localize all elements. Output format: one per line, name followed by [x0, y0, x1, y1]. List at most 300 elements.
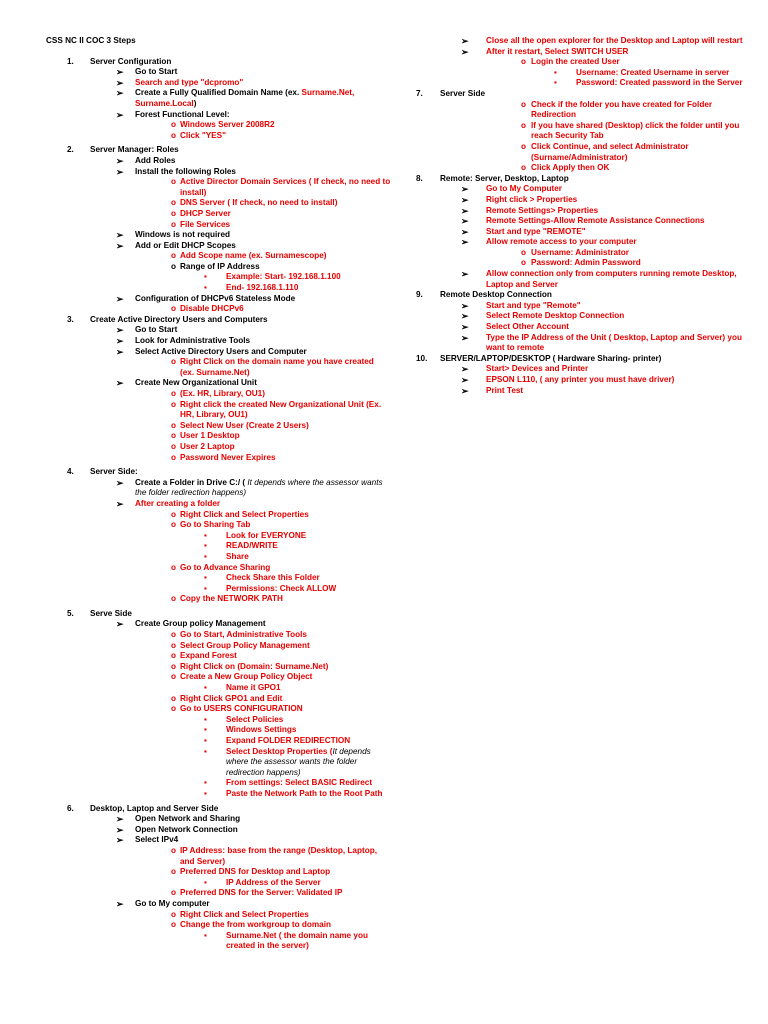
step-line — [46, 715, 391, 726]
step-text: Remote: Server, Desktop, Laptop — [440, 173, 569, 183]
step-number: 10. — [416, 353, 428, 363]
step-line — [416, 142, 756, 163]
step-line — [46, 651, 391, 662]
arrow-bullet-icon: ➢ — [461, 311, 469, 322]
circle-bullet-icon: o — [171, 509, 177, 519]
step-line — [416, 89, 756, 100]
step-text: Start and type "Remote" — [486, 300, 581, 310]
step-line — [46, 804, 391, 815]
arrow-bullet-icon: ➢ — [116, 230, 124, 241]
step-line — [46, 283, 391, 294]
step-text: Look for Administrative Tools — [135, 336, 251, 346]
step-text: Go to Advance Sharing — [180, 562, 271, 572]
circle-bullet-icon: o — [171, 867, 177, 877]
step-line — [46, 931, 391, 952]
step-text: Allow remote access to your computer — [486, 237, 637, 247]
step-line — [416, 248, 756, 259]
step-text: After it restart, Select SWITCH USER — [486, 46, 629, 56]
step-line — [46, 563, 391, 574]
circle-bullet-icon: o — [171, 452, 177, 462]
square-bullet-icon: ▪ — [204, 551, 207, 561]
square-bullet-icon: ▪ — [204, 583, 207, 593]
step-text: Remote Settings> Properties — [486, 205, 599, 215]
step-text: Open Network and Sharing — [135, 814, 241, 824]
step-text: Expand Forest — [180, 651, 237, 661]
square-bullet-icon: ▪ — [204, 283, 207, 293]
arrow-bullet-icon: ➢ — [116, 619, 124, 630]
step-line — [416, 375, 756, 386]
step-text: Expand FOLDER REDIRECTION — [226, 736, 351, 745]
step-text: User 1 Desktop — [180, 431, 240, 441]
step-text: Forest Functional Level: — [135, 109, 230, 119]
step-text: Preferred DNS for Desktop and Laptop — [180, 867, 331, 877]
step-line — [46, 442, 391, 453]
step-text: Look for EVERYONE — [226, 530, 307, 540]
step-text: Surname.Net ( the domain name you created in the server) — [226, 930, 368, 951]
step-text: IP Address: base from the range (Desktop, Laptop, and Server) — [180, 845, 377, 866]
circle-bullet-icon: o — [171, 389, 177, 398]
arrow-bullet-icon: ➢ — [461, 300, 469, 311]
step-text: Copy the NETWORK PATH — [180, 594, 283, 604]
step-line — [416, 100, 756, 121]
step-text: (ex. Surname.Net) — [180, 367, 250, 377]
step-line — [46, 499, 391, 510]
arrow-bullet-icon: ➢ — [461, 46, 469, 57]
step-number: 8. — [416, 173, 423, 183]
step-text: Close all the open explorer for the Desktop and Laptop will restart — [486, 36, 743, 45]
step-line — [46, 347, 391, 358]
circle-bullet-icon: o — [171, 909, 177, 919]
step-text: Select Desktop Properties (It depends where the assessor wants the folder redirection happens) — [226, 746, 371, 777]
step-text: Server Side — [440, 88, 486, 98]
step-text: Right Click on (Domain: Surname.Net) — [180, 661, 329, 671]
step-line — [416, 174, 756, 185]
step-line — [416, 68, 756, 79]
arrow-bullet-icon: ➢ — [116, 155, 124, 166]
step-line — [46, 421, 391, 432]
step-text: Select Other Account — [486, 322, 569, 332]
step-line — [46, 789, 391, 800]
step-text: Select Group Policy Management — [180, 640, 310, 650]
step-text: Server Side: — [90, 467, 138, 477]
arrow-bullet-icon: ➢ — [116, 325, 124, 336]
step-number: 6. — [67, 803, 74, 813]
arrow-bullet-icon: ➢ — [461, 194, 469, 205]
step-line — [46, 683, 391, 694]
circle-bullet-icon: o — [171, 693, 177, 703]
step-line — [46, 262, 391, 273]
step-line — [46, 747, 391, 779]
step-line — [46, 400, 391, 421]
square-bullet-icon: ▪ — [204, 788, 207, 798]
step-line — [46, 120, 391, 131]
circle-bullet-icon: o — [171, 304, 177, 314]
circle-bullet-icon: o — [171, 630, 177, 640]
circle-bullet-icon: o — [171, 920, 177, 930]
step-text: Go to My computer — [135, 898, 210, 908]
left-steps-list — [46, 57, 391, 952]
circle-bullet-icon: o — [171, 219, 177, 229]
arrow-bullet-icon: ➢ — [116, 898, 124, 909]
step-text: Go to Sharing Tab — [180, 520, 251, 530]
step-line — [46, 378, 391, 389]
circle-bullet-icon: o — [521, 99, 527, 109]
step-text: DNS Server ( If check, no need to install) — [180, 198, 338, 208]
step-text: Check if the folder you have created for Folder Redirection — [531, 99, 713, 120]
step-text: File Services — [180, 219, 231, 229]
square-bullet-icon: ▪ — [204, 530, 207, 540]
step-line — [46, 145, 391, 156]
step-number: 4. — [67, 467, 74, 477]
arrow-bullet-icon: ➢ — [116, 378, 124, 389]
step-line — [46, 198, 391, 209]
step-line — [416, 311, 756, 322]
circle-bullet-icon: o — [521, 57, 527, 67]
step-line — [416, 237, 756, 248]
step-text: Right Click and Select Properties — [180, 509, 309, 519]
step-line — [416, 163, 756, 174]
step-text: Server Configuration — [90, 56, 172, 66]
step-text: From settings: Select BASIC Redirect — [226, 778, 373, 788]
step-line — [46, 835, 391, 846]
circle-bullet-icon: o — [171, 651, 177, 661]
step-line — [416, 121, 756, 142]
step-text: (Ex. HR, Library, OU1) — [180, 389, 265, 398]
step-line — [46, 478, 391, 499]
circle-bullet-icon: o — [171, 208, 177, 218]
arrow-bullet-icon: ➢ — [461, 216, 469, 227]
step-text: Right Click and Select Properties — [180, 909, 309, 919]
step-text: Open Network Connection — [135, 824, 238, 834]
step-line — [416, 216, 756, 227]
arrow-bullet-icon: ➢ — [116, 109, 124, 120]
step-text: Create a New Group Policy Object — [180, 672, 313, 682]
step-text: Select Active Directory Users and Computer — [135, 346, 307, 356]
circle-bullet-icon: o — [171, 594, 177, 604]
step-text: Password: Created password in the Server — [576, 78, 743, 88]
step-text: Active Director Domain Services ( If check, no need to install) — [180, 177, 391, 197]
circle-bullet-icon: o — [171, 640, 177, 650]
step-text: Select Remote Desktop Connection — [486, 311, 625, 321]
circle-bullet-icon: o — [521, 141, 527, 151]
step-text: Add Roles — [135, 155, 176, 165]
arrow-bullet-icon: ➢ — [116, 67, 124, 78]
square-bullet-icon: ▪ — [204, 736, 207, 745]
circle-bullet-icon: o — [171, 845, 177, 855]
step-line — [416, 78, 756, 89]
step-text: Go to USERS CONFIGURATION — [180, 704, 303, 714]
step-text: Select New User (Create 2 Users) — [180, 420, 309, 430]
step-line — [46, 336, 391, 347]
circle-bullet-icon: o — [171, 661, 177, 671]
step-text: Start> Devices and Printer — [486, 364, 589, 374]
step-text: Click Apply then OK — [531, 163, 610, 173]
step-number: 1. — [67, 56, 74, 66]
step-line — [46, 510, 391, 521]
step-line — [46, 594, 391, 605]
step-line — [416, 227, 756, 238]
step-text: Password Never Expires — [180, 452, 276, 462]
arrow-bullet-icon: ➢ — [461, 385, 469, 396]
step-text: Create New Organizational Unit — [135, 378, 257, 388]
step-line — [416, 322, 756, 333]
step-line — [46, 825, 391, 836]
step-text: Password: Admin Password — [531, 258, 641, 268]
step-text: Create a Folder in Drive C:/ ( It depends where the assessor wants the folder redirection happens) — [135, 477, 383, 498]
arrow-bullet-icon: ➢ — [116, 346, 124, 357]
step-text: Share — [226, 551, 249, 561]
right-steps-list — [416, 36, 756, 396]
step-line — [46, 552, 391, 563]
step-text: Check Share this Folder — [226, 573, 320, 583]
step-text: Type the IP Address of the Unit ( Desktop, Laptop and Server) you want to remote — [486, 332, 742, 353]
step-text: Windows Server 2008R2 — [180, 120, 275, 130]
circle-bullet-icon: o — [171, 520, 177, 530]
step-text: Go to Start — [135, 67, 178, 77]
circle-bullet-icon: o — [521, 120, 527, 130]
step-number: 9. — [416, 290, 423, 300]
step-line — [416, 258, 756, 269]
step-line — [46, 251, 391, 262]
step-number: 3. — [67, 314, 74, 324]
step-text: Server Manager: Roles — [90, 145, 179, 155]
step-line — [416, 301, 756, 312]
step-line — [46, 878, 391, 889]
step-text: Right Click on the domain name you have created — [180, 357, 374, 367]
step-line — [46, 899, 391, 910]
circle-bullet-icon: o — [171, 420, 177, 430]
step-line — [416, 269, 756, 290]
step-text: Permissions: Check ALLOW — [226, 583, 337, 593]
step-text: Configuration of DHCPv6 Stateless Mode — [135, 293, 296, 303]
step-text: End- 192.168.1.110 — [226, 283, 299, 293]
step-line — [416, 364, 756, 375]
step-text: Username: Administrator — [531, 247, 629, 257]
step-text: Go to Start — [135, 325, 178, 335]
left-column — [46, 36, 391, 952]
step-text: Login the created User — [531, 57, 620, 67]
square-bullet-icon: ▪ — [204, 746, 207, 756]
step-line — [416, 195, 756, 206]
step-line — [46, 315, 391, 326]
step-line — [46, 131, 391, 142]
step-text: DHCP Server — [180, 208, 231, 218]
step-text: Right Click GPO1 and Edit — [180, 693, 283, 703]
step-line — [46, 704, 391, 715]
square-bullet-icon: ▪ — [204, 272, 207, 282]
step-line — [46, 357, 391, 368]
step-text: Click Continue, and select Administrator (Surname/Administrator) — [531, 141, 689, 162]
step-number: 2. — [67, 145, 74, 155]
circle-bullet-icon: o — [171, 177, 177, 187]
step-line — [46, 431, 391, 442]
step-line — [416, 386, 756, 397]
step-line — [46, 167, 391, 178]
arrow-bullet-icon: ➢ — [461, 364, 469, 375]
circle-bullet-icon: o — [521, 247, 527, 257]
step-line — [46, 241, 391, 252]
square-bullet-icon: ▪ — [554, 67, 557, 77]
square-bullet-icon: ▪ — [204, 725, 207, 735]
circle-bullet-icon: o — [171, 261, 177, 271]
step-line — [46, 920, 391, 931]
step-text: After creating a folder — [135, 498, 221, 508]
step-text: Select IPv4 — [135, 835, 179, 845]
step-text: Windows Settings — [226, 725, 297, 735]
step-line — [46, 110, 391, 121]
step-text: Serve Side — [90, 608, 132, 618]
circle-bullet-icon: o — [171, 441, 177, 451]
step-line — [46, 368, 391, 379]
step-text: Create Active Directory Users and Computers — [90, 314, 268, 324]
step-line — [46, 888, 391, 899]
step-line — [46, 736, 391, 747]
step-text: EPSON L110, ( any printer you must have driver) — [486, 375, 675, 384]
circle-bullet-icon: o — [171, 431, 177, 441]
circle-bullet-icon: o — [171, 888, 177, 898]
square-bullet-icon: ▪ — [204, 714, 207, 724]
step-line — [46, 520, 391, 531]
step-text: Example: Start- 192.168.1.100 — [226, 272, 341, 282]
arrow-bullet-icon: ➢ — [116, 814, 124, 825]
step-text: Create a Fully Qualified Domain Name (ex. Surname.Net, Surname.Local) — [135, 88, 355, 108]
step-text: Add or Edit DHCP Scopes — [135, 240, 236, 250]
step-line — [46, 573, 391, 584]
step-line — [46, 325, 391, 336]
step-line — [46, 467, 391, 478]
step-line — [46, 389, 391, 400]
arrow-bullet-icon: ➢ — [116, 293, 124, 304]
arrow-bullet-icon: ➢ — [116, 240, 124, 251]
arrow-bullet-icon: ➢ — [461, 375, 469, 385]
circle-bullet-icon: o — [171, 130, 177, 140]
square-bullet-icon: ▪ — [204, 541, 207, 551]
step-line — [46, 78, 391, 89]
step-text: Start and type "REMOTE" — [486, 226, 586, 236]
step-line — [46, 672, 391, 683]
circle-bullet-icon: o — [171, 672, 177, 682]
arrow-bullet-icon: ➢ — [116, 477, 124, 488]
step-line — [46, 609, 391, 620]
circle-bullet-icon: o — [521, 163, 527, 173]
step-text: Create Group policy Management — [135, 619, 266, 629]
step-line — [46, 294, 391, 305]
step-text: User 2 Laptop — [180, 441, 235, 451]
step-line — [46, 541, 391, 552]
step-text: Change the from workgroup to domain — [180, 920, 332, 930]
step-line — [46, 272, 391, 283]
step-text: Desktop, Laptop and Server Side — [90, 803, 219, 813]
step-line — [46, 453, 391, 464]
square-bullet-icon: ▪ — [204, 930, 207, 940]
circle-bullet-icon: o — [171, 251, 177, 261]
step-text: Remote Desktop Connection — [440, 290, 552, 300]
square-bullet-icon: ▪ — [204, 683, 207, 693]
step-number: 7. — [416, 88, 423, 98]
step-text: Allow connection only from computers running remote Desktop, Laptop and Server — [486, 269, 737, 289]
step-line — [46, 725, 391, 736]
step-text: Add Scope name (ex. Surnamescope) — [180, 251, 327, 261]
step-line — [46, 220, 391, 231]
step-line — [46, 230, 391, 241]
arrow-bullet-icon: ➢ — [461, 226, 469, 237]
step-line — [46, 209, 391, 220]
step-line — [416, 36, 756, 47]
arrow-bullet-icon: ➢ — [116, 835, 124, 846]
step-line — [416, 184, 756, 195]
step-line — [46, 867, 391, 878]
step-text: Go to My Computer — [486, 184, 562, 194]
arrow-bullet-icon: ➢ — [461, 36, 469, 46]
step-line — [46, 177, 391, 198]
step-line — [46, 619, 391, 630]
arrow-bullet-icon: ➢ — [116, 824, 124, 835]
step-text: Preferred DNS for the Server: Validated IP — [180, 888, 343, 898]
arrow-bullet-icon: ➢ — [461, 205, 469, 216]
step-line — [46, 630, 391, 641]
step-text: Remote Settings-Allow Remote Assistance Connections — [486, 216, 705, 226]
step-line — [46, 531, 391, 542]
arrow-bullet-icon: ➢ — [461, 269, 469, 280]
step-text: IP Address of the Server — [226, 877, 321, 887]
step-line — [46, 304, 391, 315]
circle-bullet-icon: o — [171, 562, 177, 572]
step-line — [46, 641, 391, 652]
step-text: If you have shared (Desktop) click the folder until you reach Security Tab — [531, 120, 740, 141]
step-text: Paste the Network Path to the Root Path — [226, 788, 383, 798]
step-line — [416, 290, 756, 301]
document-title: CSS NC II COC 3 Steps — [46, 36, 136, 45]
arrow-bullet-icon: ➢ — [116, 88, 124, 99]
step-text: Click "YES" — [180, 130, 226, 140]
circle-bullet-icon: o — [171, 198, 177, 208]
step-line — [46, 662, 391, 673]
step-line — [46, 67, 391, 78]
arrow-bullet-icon: ➢ — [461, 184, 469, 195]
square-bullet-icon: ▪ — [204, 877, 207, 887]
square-bullet-icon: ▪ — [204, 778, 207, 788]
arrow-bullet-icon: ➢ — [461, 332, 469, 343]
step-text: SERVER/LAPTOP/DESKTOP ( Hardware Sharing- printer) — [440, 353, 662, 363]
arrow-bullet-icon: ➢ — [461, 322, 469, 333]
circle-bullet-icon: o — [521, 258, 527, 268]
step-number: 5. — [67, 608, 74, 618]
step-text: Range of IP Address — [180, 261, 260, 271]
arrow-bullet-icon: ➢ — [116, 77, 124, 88]
step-text: Select Policies — [226, 714, 284, 724]
arrow-bullet-icon: ➢ — [116, 166, 124, 177]
step-line — [46, 846, 391, 867]
step-text: Install the following Roles — [135, 166, 236, 176]
step-text: Search and type "dcpromo" — [135, 77, 244, 87]
step-text: Right click the created New Organizational Unit (Ex. HR, Library, OU1) — [180, 399, 382, 420]
step-text: Right click > Properties — [486, 194, 578, 204]
step-line — [46, 694, 391, 705]
step-line — [46, 156, 391, 167]
arrow-bullet-icon: ➢ — [116, 498, 124, 509]
step-text: Go to Start, Administrative Tools — [180, 630, 307, 640]
square-bullet-icon: ▪ — [554, 78, 557, 88]
step-line — [416, 57, 756, 68]
circle-bullet-icon: o — [171, 120, 177, 130]
step-line — [416, 47, 756, 58]
step-line — [46, 814, 391, 825]
step-text: Name it GPO1 — [226, 683, 281, 693]
step-text: Disable DHCPv6 — [180, 304, 244, 314]
arrow-bullet-icon: ➢ — [116, 336, 124, 347]
step-line — [416, 206, 756, 217]
circle-bullet-icon: o — [171, 399, 177, 409]
